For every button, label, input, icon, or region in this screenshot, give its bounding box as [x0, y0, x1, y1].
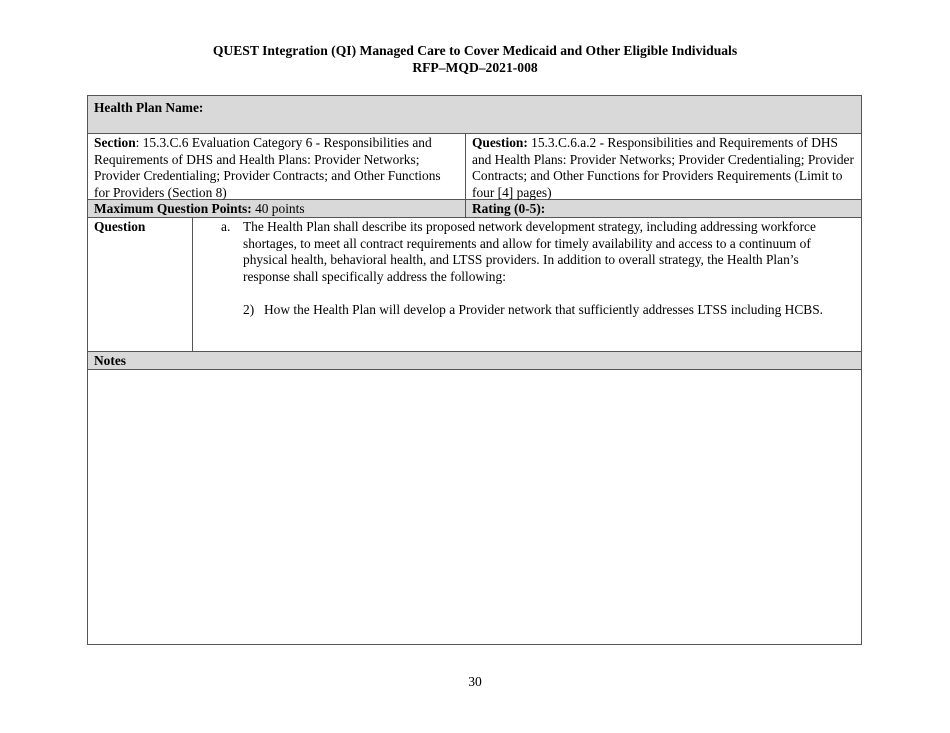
max-points-value: 40 points — [251, 201, 305, 216]
item-2-text: How the Health Plan will develop a Provider network that sufficiently addresses LTSS including HCBS. — [264, 302, 823, 317]
item-a-marker: a. — [221, 219, 231, 234]
question-row — [88, 218, 861, 352]
rfp-number: RFP–MQD–2021-008 — [412, 60, 538, 75]
section-label: Section — [94, 135, 136, 150]
section-question-row — [88, 134, 861, 200]
max-points-label: Maximum Question Points: — [94, 201, 252, 216]
rating-label: Rating (0-5): — [472, 201, 546, 216]
rating-cell — [466, 200, 862, 217]
document-title: QUEST Integration (QI) Managed Care to Cover Medicaid and Other Eligible Individuals — [212, 43, 738, 58]
question-label: Question — [88, 218, 193, 351]
section-cell — [88, 134, 466, 199]
question-ref-cell — [466, 134, 862, 199]
health-plan-name-row — [88, 96, 861, 134]
notes-area[interactable] — [88, 370, 861, 644]
question-ref-label: Question: — [472, 135, 528, 150]
section-text: : 15.3.C.6 Evaluation Category 6 - Responsibilities and Requirements of DHS and Health Plans: Provider Networks; Provider Credentialing; Provider Contracts; and Other Functions for Providers (Section 8) — [94, 135, 441, 200]
item-2-marker: 2) — [243, 302, 255, 317]
item-a-text: The Health Plan shall describe its proposed network development strategy, including addressing workforce shortages, to meet all contract requirements and allow for timely availability and access to a continuum of physical health, behavioral health, and LTSS providers. In addition to overall strategy, the Health Plan’s response shall specifically address the following: — [243, 219, 816, 284]
health-plan-name-label: Health Plan Name: — [94, 100, 204, 115]
notes-header-row — [88, 352, 861, 370]
max-points-cell — [88, 200, 466, 217]
question-body — [193, 218, 862, 351]
question-ref-text: 15.3.C.6.a.2 - Responsibilities and Requirements of DHS and Health Plans: Provider Networks; Provider Credentialing; Provider Contracts; and Other Functions for Providers Requirements (Limit to four [4] pages) — [472, 135, 854, 200]
page-number: 30 — [468, 674, 482, 689]
evaluation-form-table — [87, 95, 862, 645]
question-item-2 — [221, 302, 848, 319]
notes-label: Notes — [94, 353, 126, 368]
points-rating-row — [88, 200, 861, 218]
question-item-a — [221, 219, 848, 285]
